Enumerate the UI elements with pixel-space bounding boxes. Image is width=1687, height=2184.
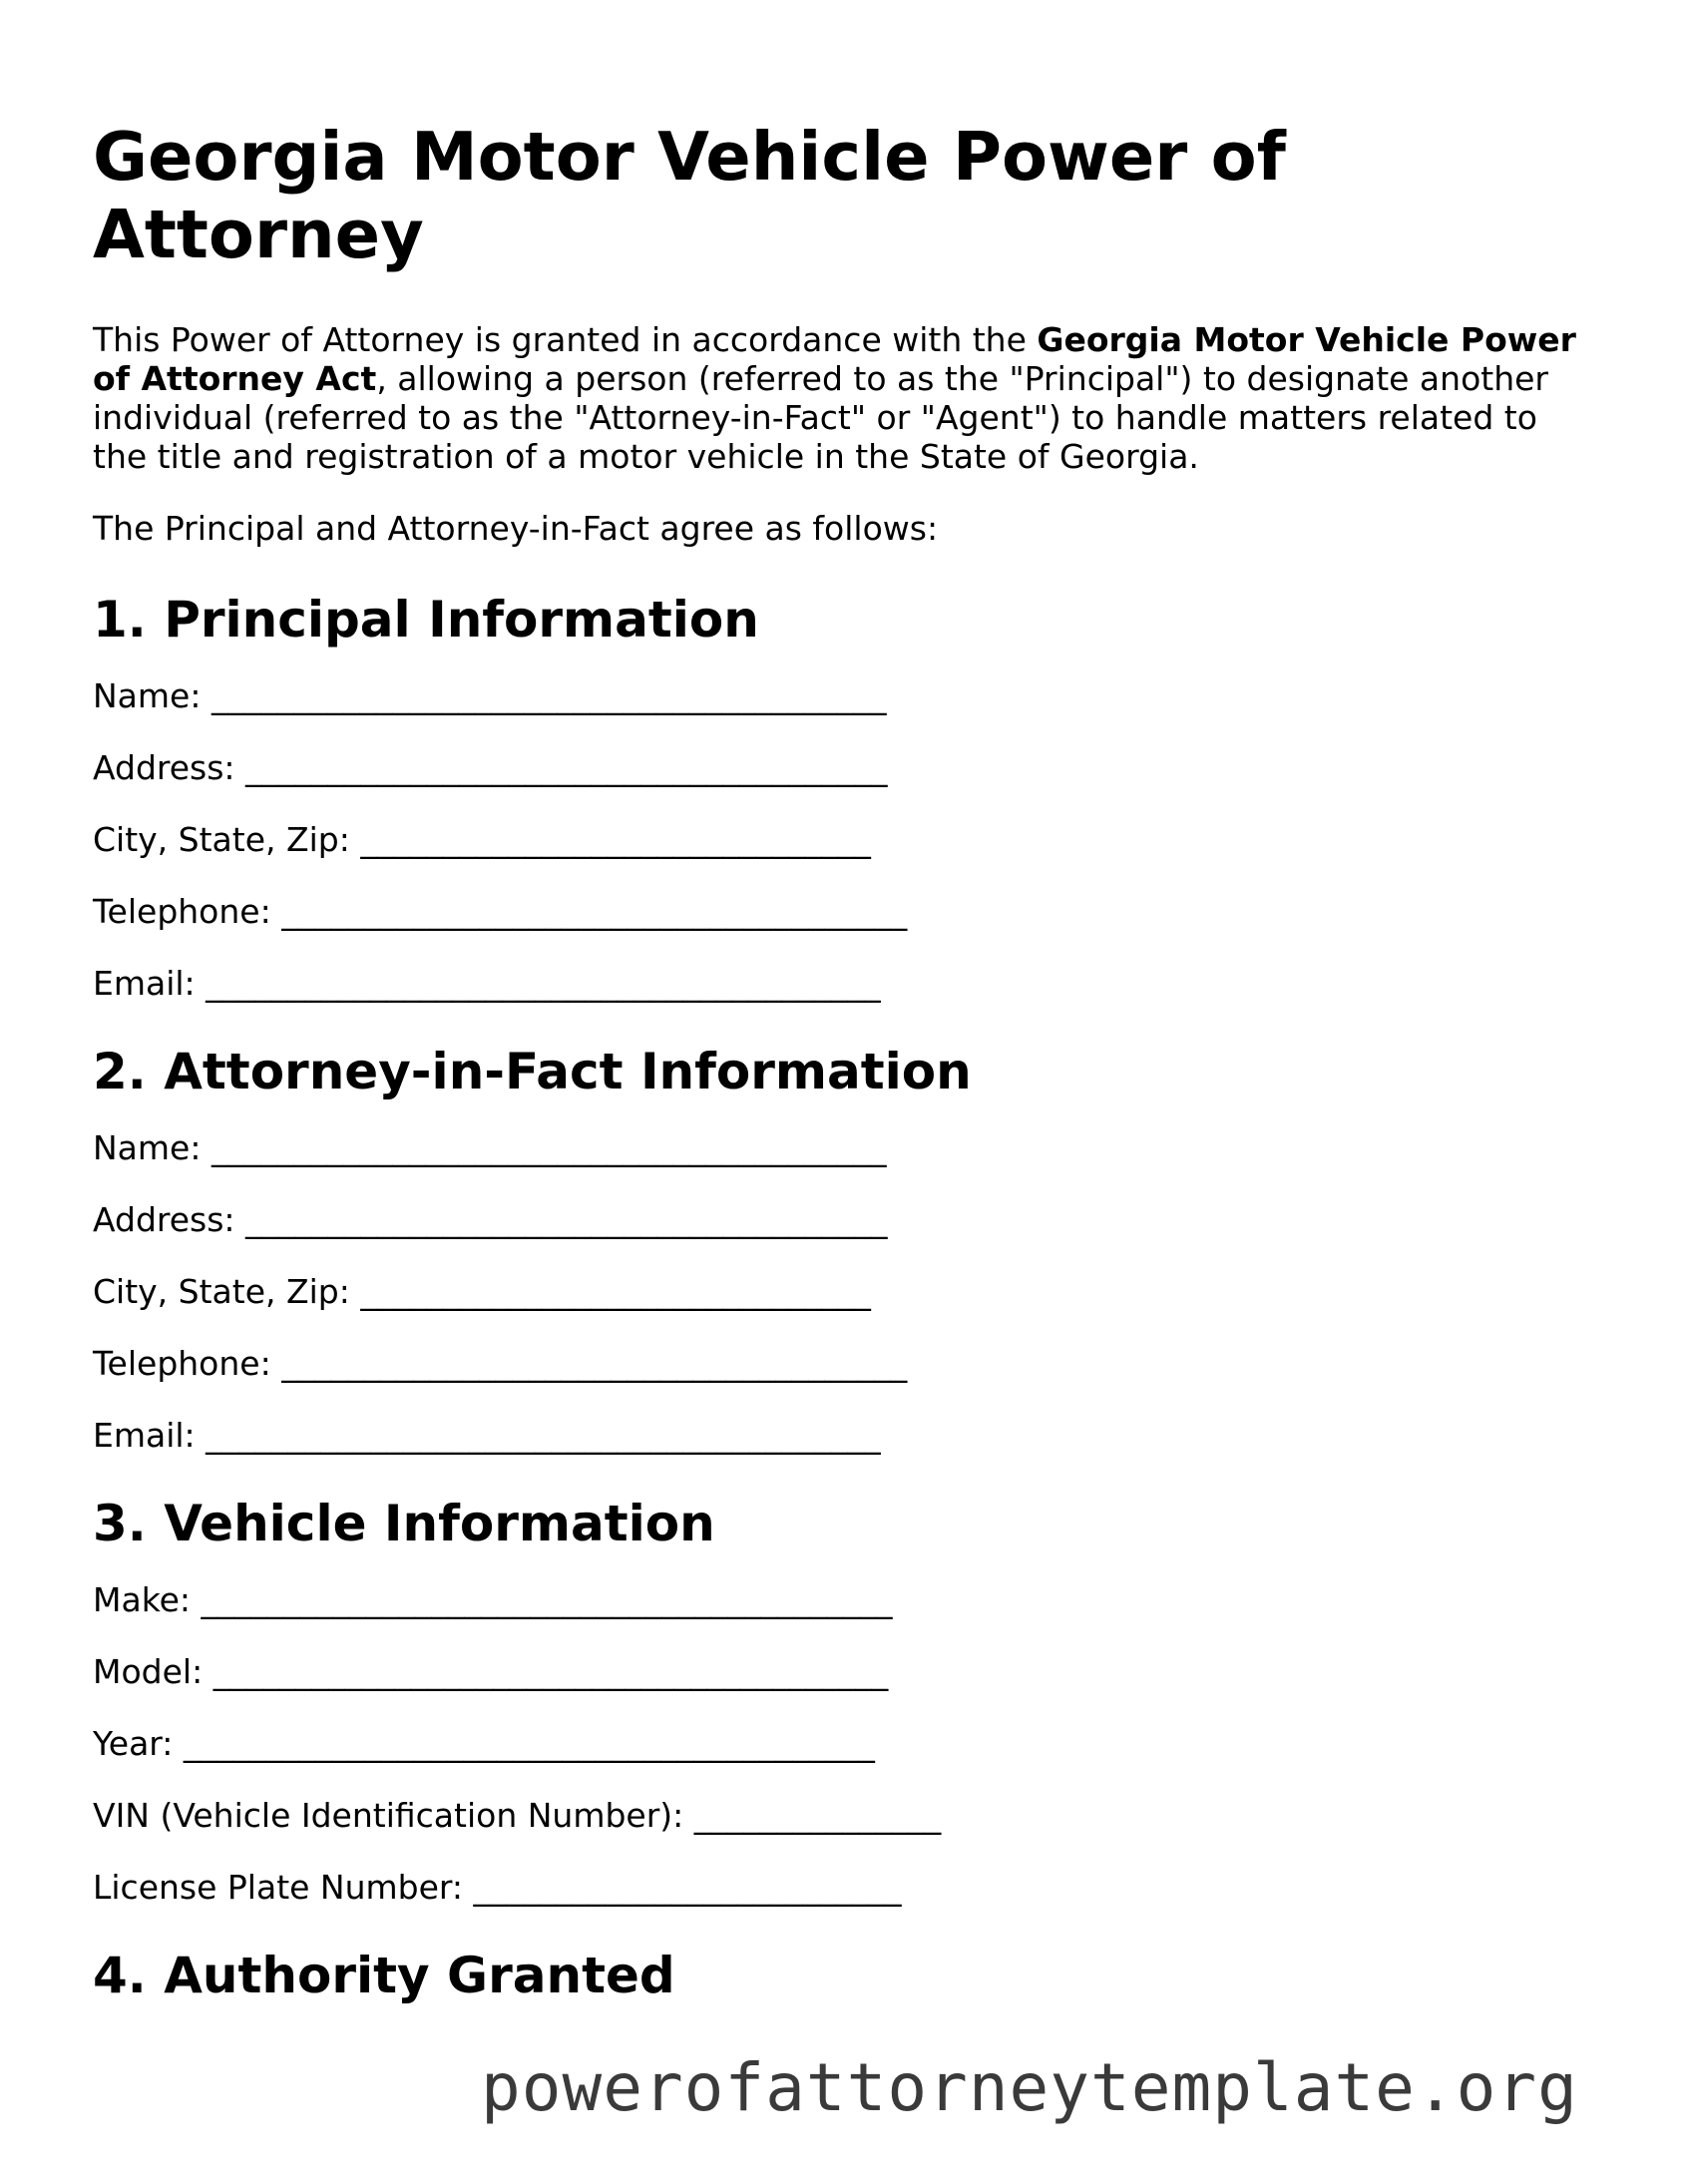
field-label: City, State, Zip: <box>93 820 361 859</box>
field-label: Email: <box>93 1416 207 1455</box>
field-label: Model: <box>93 1652 213 1691</box>
principal-email-field[interactable] <box>93 964 1589 1036</box>
section-attorney-in-fact-information <box>93 1042 1589 1488</box>
field-blank-line[interactable]: __________________________________________ <box>183 1724 875 1763</box>
field-label: Telephone: <box>93 892 282 931</box>
section-heading: 4. Authority Granted <box>93 1947 675 2004</box>
field-blank-line[interactable]: _________________________________________ <box>211 1128 887 1167</box>
vehicle-year-field[interactable] <box>93 1724 1589 1796</box>
agent-name-field[interactable] <box>93 1128 1589 1200</box>
field-blank-line[interactable]: ______________________________________ <box>281 1344 908 1383</box>
section-vehicle-information <box>93 1494 1589 1940</box>
intro-text-post: , allowing a person (referred to as the "Principal") to designate another individual (referred to as the "Attorney-in-Fact" or "Agent") to handle matters related to the title and registration of a motor vehicle in the State of Georgia. <box>93 359 1548 476</box>
principal-city-state-zip-field[interactable] <box>93 820 1589 892</box>
field-label: Year: <box>93 1724 184 1763</box>
field-label: Email: <box>93 964 207 1003</box>
section-heading: 3. Vehicle Information <box>93 1495 715 1552</box>
site-watermark: powerofattorneytemplate.org <box>481 2049 1578 2126</box>
agent-address-field[interactable] <box>93 1200 1589 1272</box>
field-label: Telephone: <box>93 1344 282 1383</box>
field-blank-line[interactable]: _______________ <box>693 1796 942 1835</box>
agent-email-field[interactable] <box>93 1416 1589 1488</box>
field-label: License Plate Number: <box>93 1868 474 1907</box>
field-label: Address: <box>93 1200 246 1239</box>
field-label: Name: <box>93 676 211 715</box>
principal-telephone-field[interactable] <box>93 892 1589 964</box>
field-blank-line[interactable]: __________________________________________ <box>201 1580 893 1619</box>
field-label: City, State, Zip: <box>93 1272 361 1311</box>
intro-text-pre: This Power of Attorney is granted in accordance with the <box>93 320 1038 359</box>
agreement-statement: The Principal and Attorney-in-Fact agree as follows: <box>93 509 939 548</box>
field-blank-line[interactable]: _________________________________________ <box>211 676 887 715</box>
field-blank-line[interactable]: _______________________________________ <box>245 748 888 787</box>
vehicle-make-field[interactable] <box>93 1580 1589 1652</box>
section-principal-information <box>93 590 1589 1036</box>
principal-address-field[interactable] <box>93 748 1589 820</box>
document-page <box>93 118 1589 2032</box>
agent-city-state-zip-field[interactable] <box>93 1272 1589 1344</box>
principal-name-field[interactable] <box>93 676 1589 748</box>
field-blank-line[interactable]: _________________________________________ <box>206 1416 881 1455</box>
field-blank-line[interactable]: __________________________ <box>473 1868 902 1907</box>
section-heading: 2. Attorney-in-Fact Information <box>93 1043 972 1100</box>
field-blank-line[interactable]: _________________________________________ <box>212 1652 889 1691</box>
field-blank-line[interactable]: _________________________________________ <box>206 964 881 1003</box>
field-label: Name: <box>93 1128 211 1167</box>
section-heading: 1. Principal Information <box>93 591 759 649</box>
field-label: Make: <box>93 1580 202 1619</box>
field-blank-line[interactable]: _______________________________________ <box>245 1200 888 1239</box>
intro-act-name: Georgia Motor Vehicle Power of Attorney Act <box>93 320 1576 398</box>
section-authority-granted <box>93 1946 1589 2005</box>
document-title: Georgia Motor Vehicle Power of Attorney <box>93 118 1286 273</box>
vehicle-model-field[interactable] <box>93 1652 1589 1724</box>
field-blank-line[interactable]: ______________________________________ <box>281 892 908 931</box>
field-blank-line[interactable]: _______________________________ <box>360 1272 871 1311</box>
agent-telephone-field[interactable] <box>93 1344 1589 1416</box>
field-label: Address: <box>93 748 246 787</box>
field-blank-line[interactable]: _______________________________ <box>360 820 871 859</box>
vehicle-license-plate-field[interactable] <box>93 1868 1589 1940</box>
vehicle-vin-field[interactable] <box>93 1796 1589 1868</box>
intro-paragraph <box>93 320 1599 476</box>
field-label: VIN (Vehicle Identification Number): <box>93 1796 694 1835</box>
